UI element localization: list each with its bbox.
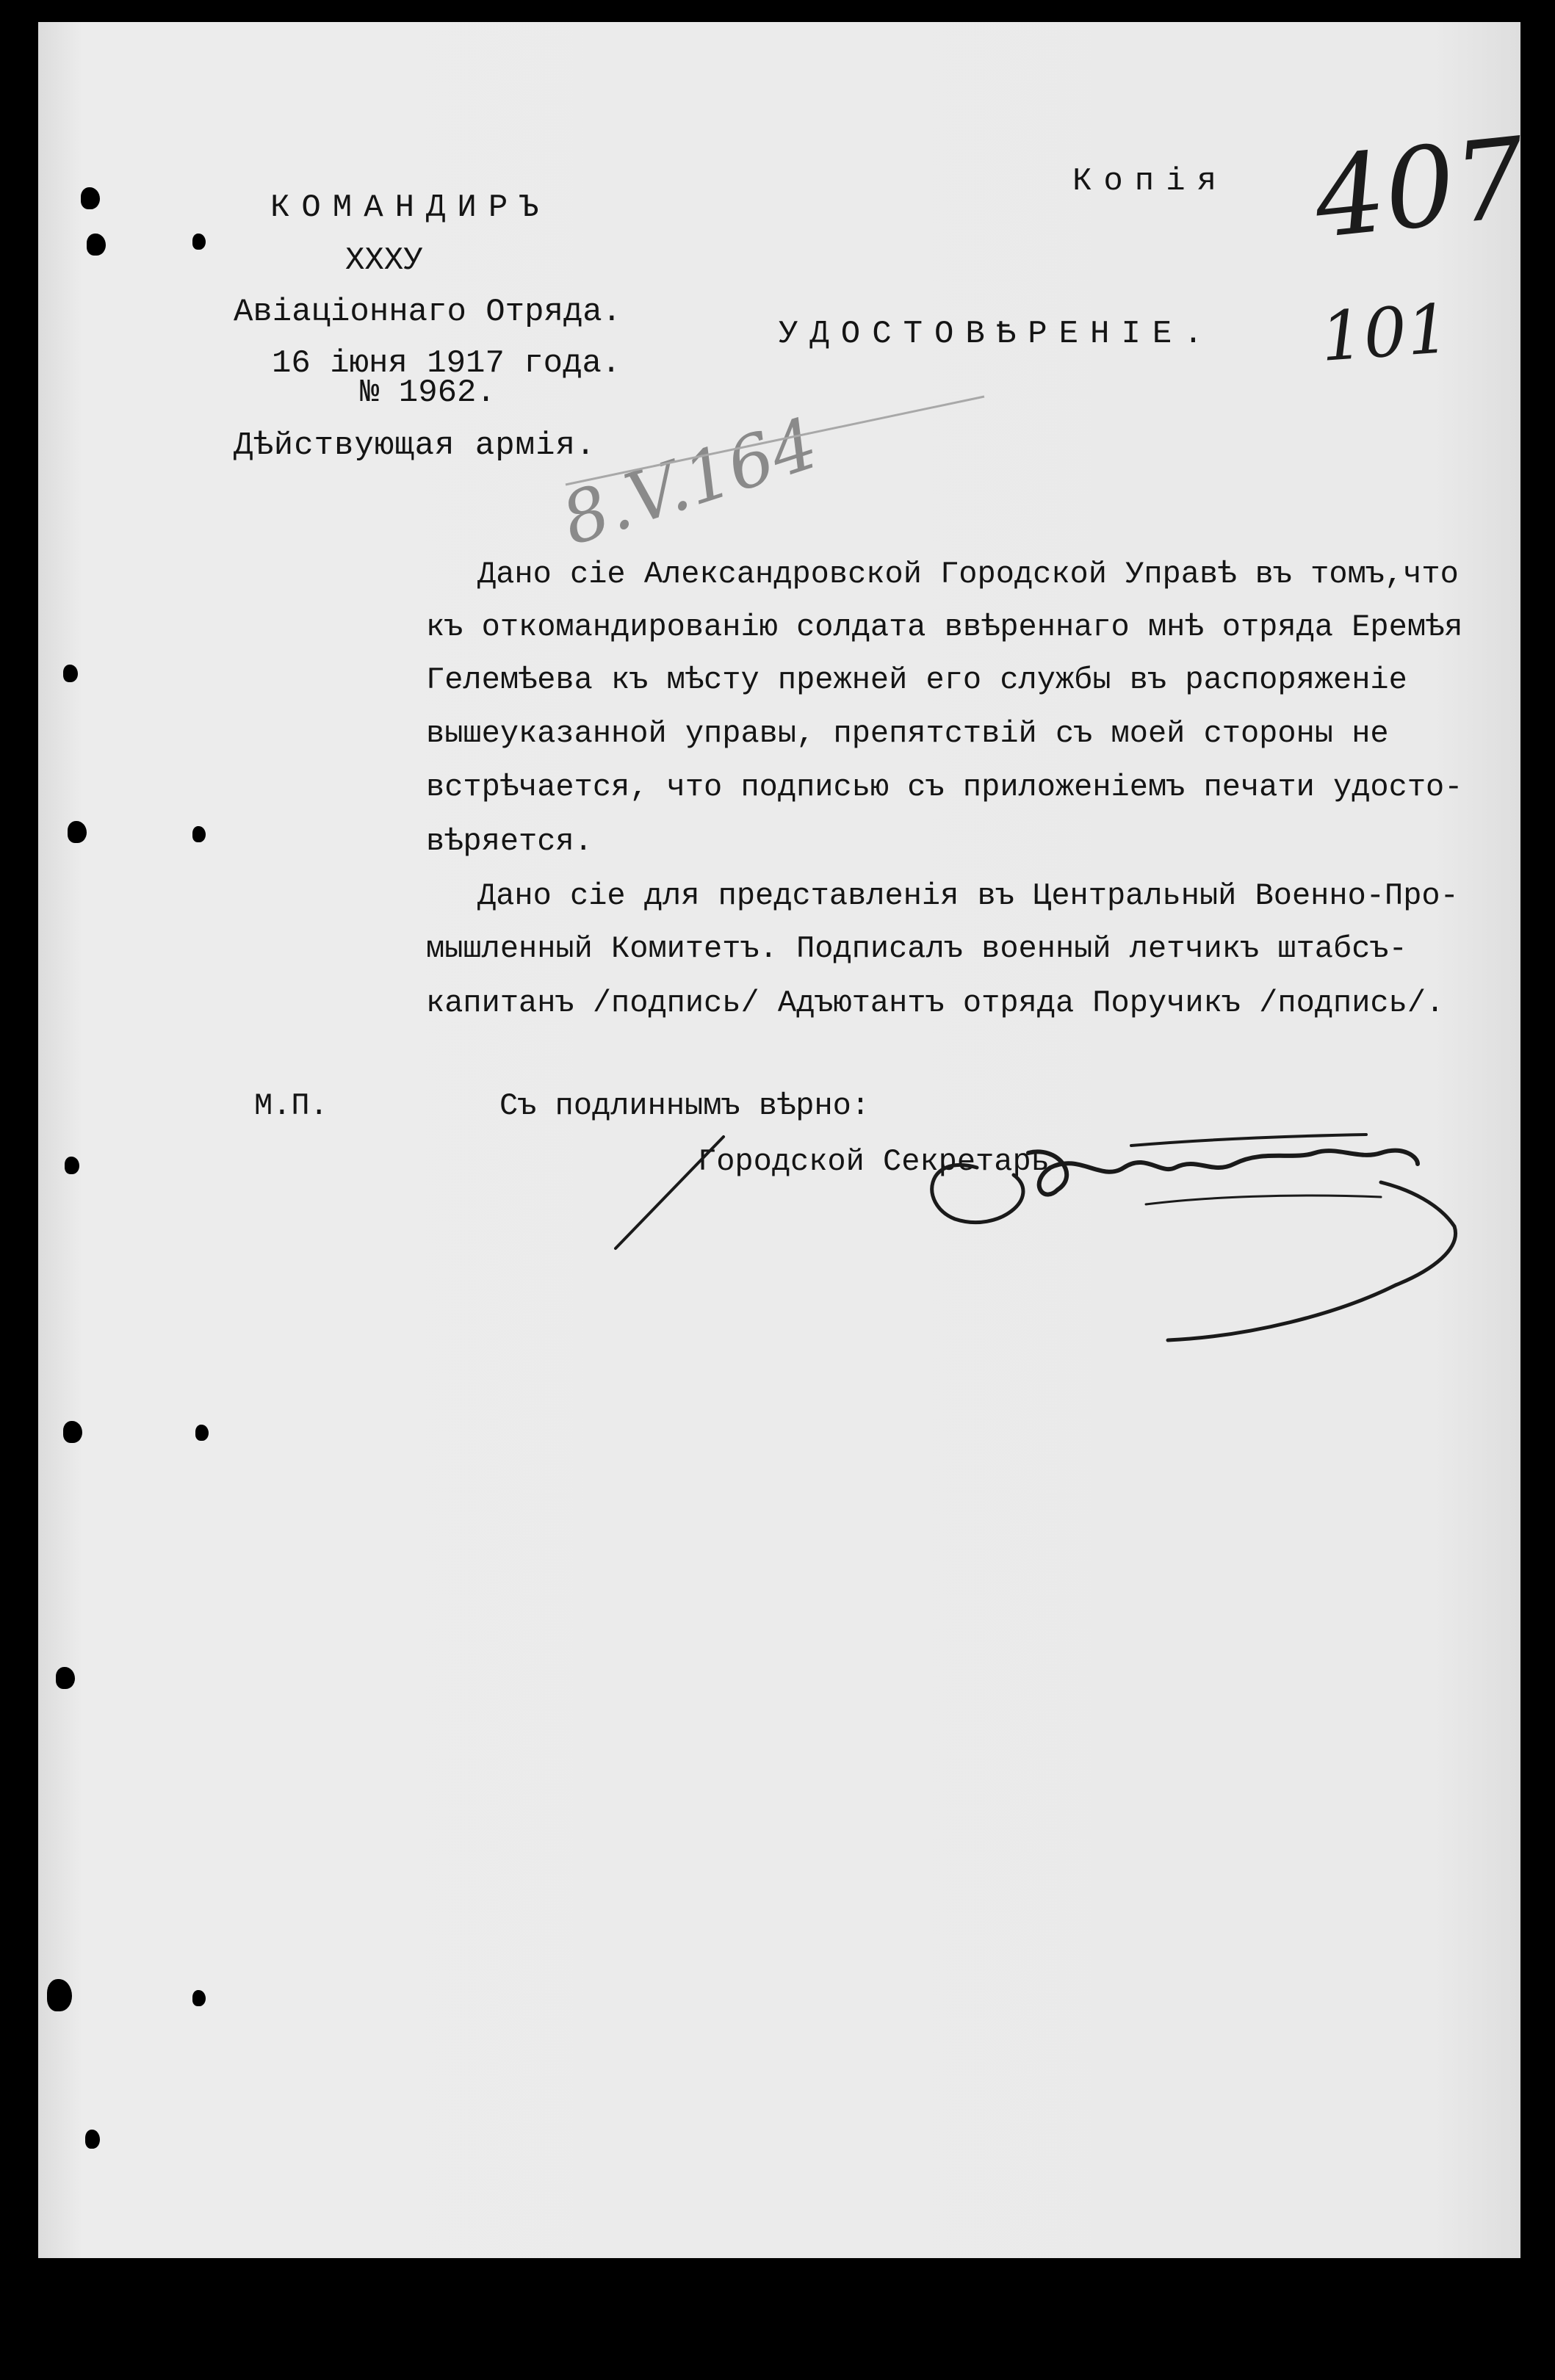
body-line: вѣряется. xyxy=(426,824,593,859)
body-line: Дано сіе Александровской Городской Управѣ въ томъ,что xyxy=(477,557,1459,592)
unit-name: Авіаціоннаго Отряда. xyxy=(234,294,622,330)
unit-number: XXXУ xyxy=(345,242,423,279)
body-line: къ откомандированію солдата ввѣреннаго мнѣ отряда Еремѣя xyxy=(426,610,1463,645)
body-line: мышленный Комитетъ. Подписалъ военный летчикъ штабсъ- xyxy=(426,931,1407,966)
body-line: капитанъ /подпись/ Адъютантъ отряда Поручикъ /подпись/. xyxy=(426,985,1445,1021)
certification-line: Съ подлиннымъ вѣрно: xyxy=(499,1088,870,1124)
document-title: УДОСТОВѢРЕНІЕ. xyxy=(779,316,1215,352)
pencil-note: 8.V.164 xyxy=(552,402,828,562)
document-date: 16 іюня 1917 года. xyxy=(272,345,621,382)
body-line: встрѣчается, что подписью съ приложеніемъ печати удосто- xyxy=(426,770,1463,805)
army-line: Дѣйствующая армія. xyxy=(234,427,596,464)
commander-title: КОМАНДИРЪ xyxy=(270,189,551,226)
secretary-line: Городской Секретарь xyxy=(698,1144,1050,1179)
document-number: № 1962. xyxy=(360,375,496,411)
sheet-number-handwritten: 407 xyxy=(1308,114,1531,264)
old-number-handwritten: 101 xyxy=(1318,289,1453,377)
body-line: Дано сіе для представленія въ Центральный Военно-Про- xyxy=(477,878,1459,914)
seal-mark: М.П. xyxy=(254,1088,328,1124)
copy-label: Копія xyxy=(1072,163,1229,200)
body-line: Гелемѣева къ мѣсту прежней его службы въ распоряженіе xyxy=(426,662,1407,698)
body-line: вышеуказанной управы, препятствій съ моей стороны не xyxy=(426,716,1389,751)
